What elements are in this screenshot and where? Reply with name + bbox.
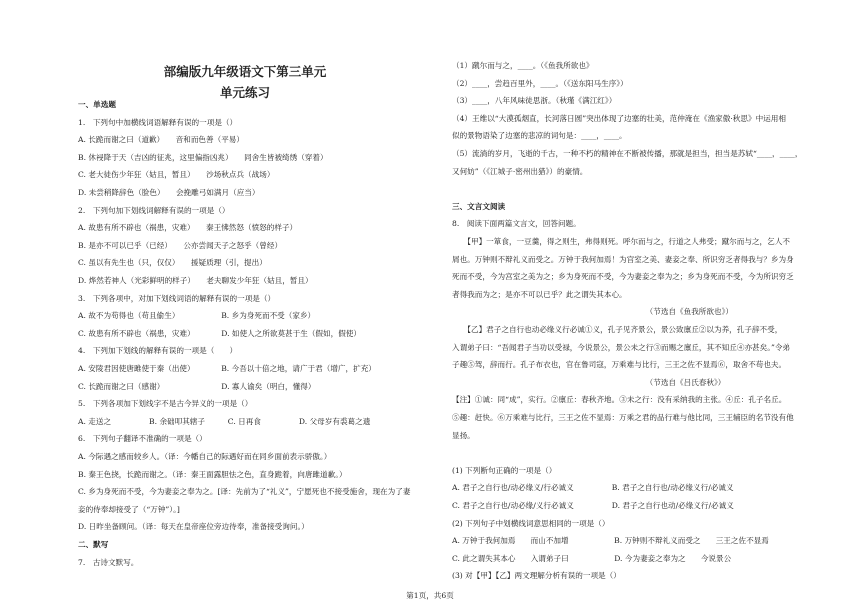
right-line: (3) 对【甲】【乙】两文理解分析有误的一项是（） xyxy=(452,571,621,581)
left-line: 7. 古诗文默写。 xyxy=(78,557,139,567)
right-line: 【注】①诚：同“成”，实行。②廪丘：春秋齐地。③未之行：没有采纳我的主张。④丘：孔子名丘。 xyxy=(452,395,787,405)
left-line: 一、单选题 xyxy=(78,100,116,109)
left-line: B. 是亦不可以已乎（已经） 公亦尝闻天子之怒乎（曾经） xyxy=(78,240,283,250)
left-line: A. 故不为苟得也（苟且偷生） B. 乡为身死而不受（家乡） xyxy=(78,311,316,321)
left-line: A. 长跪而谢之曰（道歉） 音和而色善（平易） xyxy=(78,135,244,145)
right-line: （节选自《鱼我所欲也》） xyxy=(452,307,733,317)
left-line: D. 日昨坐备顾问。（译：每天在皇帝座位旁边待奉，准备接受询问。） xyxy=(78,522,309,532)
left-line: C. 乡为身死而不受，今为妻妾之奉为之。[译：先前为了“礼义”，宁愿死也不接受施舍，现在为了妻 xyxy=(78,487,411,497)
right-line: 又何妨”（《江城子·密州出猎》）的豪情。 xyxy=(452,166,588,176)
right-line: （2）____，尝趋百里外，____。（《送东阳马生序》） xyxy=(452,78,628,88)
right-line: A. 君子之自行也/动必缘义/行必诚义 B. 君子之自行也/动必缘义行/必诚义 xyxy=(452,483,734,493)
left-line: A. 安陵君因使唐雎使于秦（出使） B. 今吾以十倍之地，请广于君（增广，扩充） xyxy=(78,364,376,373)
right-line: 入谓弟子曰：“吾闻君子当功以受禄，今说景公，景公未之行③而赐之廪丘，其不知丘④亦甚矣。”令弟 xyxy=(452,342,791,352)
right-line: 似的景物语染了边塞的悲凉的词句是：____，____。 xyxy=(452,131,627,141)
right-line: 8. 阅读下面两篇文言文，回答问题。 xyxy=(452,219,581,229)
left-line: C. 虽以有先生也（只，仅仅） 援疑质理（引，提出） xyxy=(78,258,267,268)
page-footer: 第1页，共6页 xyxy=(406,591,454,600)
right-line: 三、文言文阅读 xyxy=(452,201,506,211)
left-line: 5. 下列各项加下划线字不是古今异义的一项是（） xyxy=(78,399,253,409)
right-line: (2) 下列句子中划横线词意思相同的一项是（） xyxy=(452,518,610,528)
page-subtitle: 单元练习 xyxy=(219,85,270,100)
left-line: C. 故患有所不辟也（祸患，灾难） D. 如使人之所欲莫甚于生（假如，假使） xyxy=(78,328,361,338)
right-line: C. 此之谓失其本心 入谓弟子曰 D. 今为妻妾之奉为之 今说景公 xyxy=(452,553,732,563)
page-title: 部编版九年级语文下第三单元 xyxy=(163,64,327,79)
left-line: 4. 下列加下划线的解释有误的一项是（ ） xyxy=(78,346,238,356)
right-line: 【乙】君子之自行也动必缘义行必诚①义，孔子见齐景公，景公致廪丘②以为养，孔子辞不受， xyxy=(452,325,783,334)
left-line: 二、默写 xyxy=(78,540,109,549)
left-line: C. 老大徒伤少年狂（姑且，暂且） 沙场秋点兵（战场） xyxy=(78,170,275,180)
left-line: A. 今际遇之感而较乡人。（译：今幡自己的际遇好而在同乡面前表示骄傲。） xyxy=(78,452,332,461)
right-line: （1）蹴尔而与之，____。（《鱼我所欲也》 xyxy=(452,61,594,70)
left-line: D. 未尝稍降辞色（脸色） 会挽雕弓如满月（应当） xyxy=(78,188,260,197)
left-line: D. 烨然若神人（光彩鲜明的样子） 老夫聊发少年狂（姑且，暂且） xyxy=(78,276,313,285)
left-line: C. 长跪而谢之曰（感谢） D. 寡人谕矣（明白，懂得） xyxy=(78,381,316,391)
right-line: 显扬。 xyxy=(452,430,475,440)
right-line: 【甲】一箪食，一豆羹，得之则生，弗得则死。呼尔而与之，行道之人弗受；蹴尔而与之，乞人不 xyxy=(452,237,790,246)
left-line: 妾的侍奉却接受了（“万钟”）。] xyxy=(78,504,180,514)
left-line: 3. 下列各项中，对加下划线词语的解释有误的一项是（） xyxy=(78,293,276,303)
right-line: 屑也。万钟则不辩礼义而受之。万钟于我何加焉！为宫室之美、妻妾之奉、所识穷乏者得我与？乡为身 xyxy=(452,254,794,264)
right-line: 子趣⑤驾，辞而行。孔子布衣也，官在鲁司寇，万乘难与比行，三王之佐不显焉⑥，取舍不苟也夫。 xyxy=(452,360,787,370)
left-line: B. 休祲降于天（吉凶的征兆，这里偏指凶兆） 同舍生皆被绮绣（穿着） xyxy=(78,152,328,162)
left-line: B. 秦王色挠，长跪而谢之。（译：秦王面露胆怯之色，直身跪着，向唐雎道歉。） xyxy=(78,469,347,479)
right-line: （4）王维以“大漠孤烟直，长河落日圆”突出体现了边塞的壮美，范仲淹在《渔家傲·秋思》中运用相 xyxy=(452,113,786,123)
right-line: 死而不受，今为宫室之美为之；乡为身死而不受，今为妻妾之奉为之；乡为身死而不受，今为所识穷乏 xyxy=(452,272,794,282)
right-line: C. 君子之自行也/动必缘/义行必诚义 D. 君子之自行也动/必缘义行/必诚义 xyxy=(452,501,734,510)
right-line: ⑤趣：赶快。⑥万乘难与比行，三王之佐不显焉：万乘之君的品行难与他比同，三王辅臣的名节没有他 xyxy=(452,413,794,422)
right-line: （3）____，八年风味徒思浙。（秋瑾《满江红》） xyxy=(452,96,617,106)
right-line: （5）流淌的岁月，飞逝的千古，一种不朽的精神在不断被传播，那就是担当，担当是苏轼“____，____， xyxy=(452,149,803,158)
right-line: （节选自《吕氏春秋》） xyxy=(452,377,726,387)
left-line: 2. 下列句加下划线词解释有误的一项是（） xyxy=(78,205,230,215)
right-line: A. 万钟于我何加焉 而山不加增 B. 万钟则不辩礼义而受之 三王之佐不显焉 xyxy=(452,536,769,546)
left-line: A. 走送之 B. 余础叩其辖子 C. 日再食 D. 父母岁有裘葛之遗 xyxy=(78,416,371,426)
left-line: 6. 下列句子翻译不准确的一项是（） xyxy=(78,434,207,444)
right-line: 者得我而为之；是亦不可以已乎？此之谓失其本心。 xyxy=(452,289,627,299)
right-line: (1) 下列断句正确的一项是（） xyxy=(452,465,557,475)
left-line: 1. 下列句中加横线词语解释有误的一项是（） xyxy=(78,117,238,127)
left-line: A. 故患有所不辟也（祸患，灾难） 秦王怫然怒（愤怒的样子） xyxy=(78,223,298,233)
